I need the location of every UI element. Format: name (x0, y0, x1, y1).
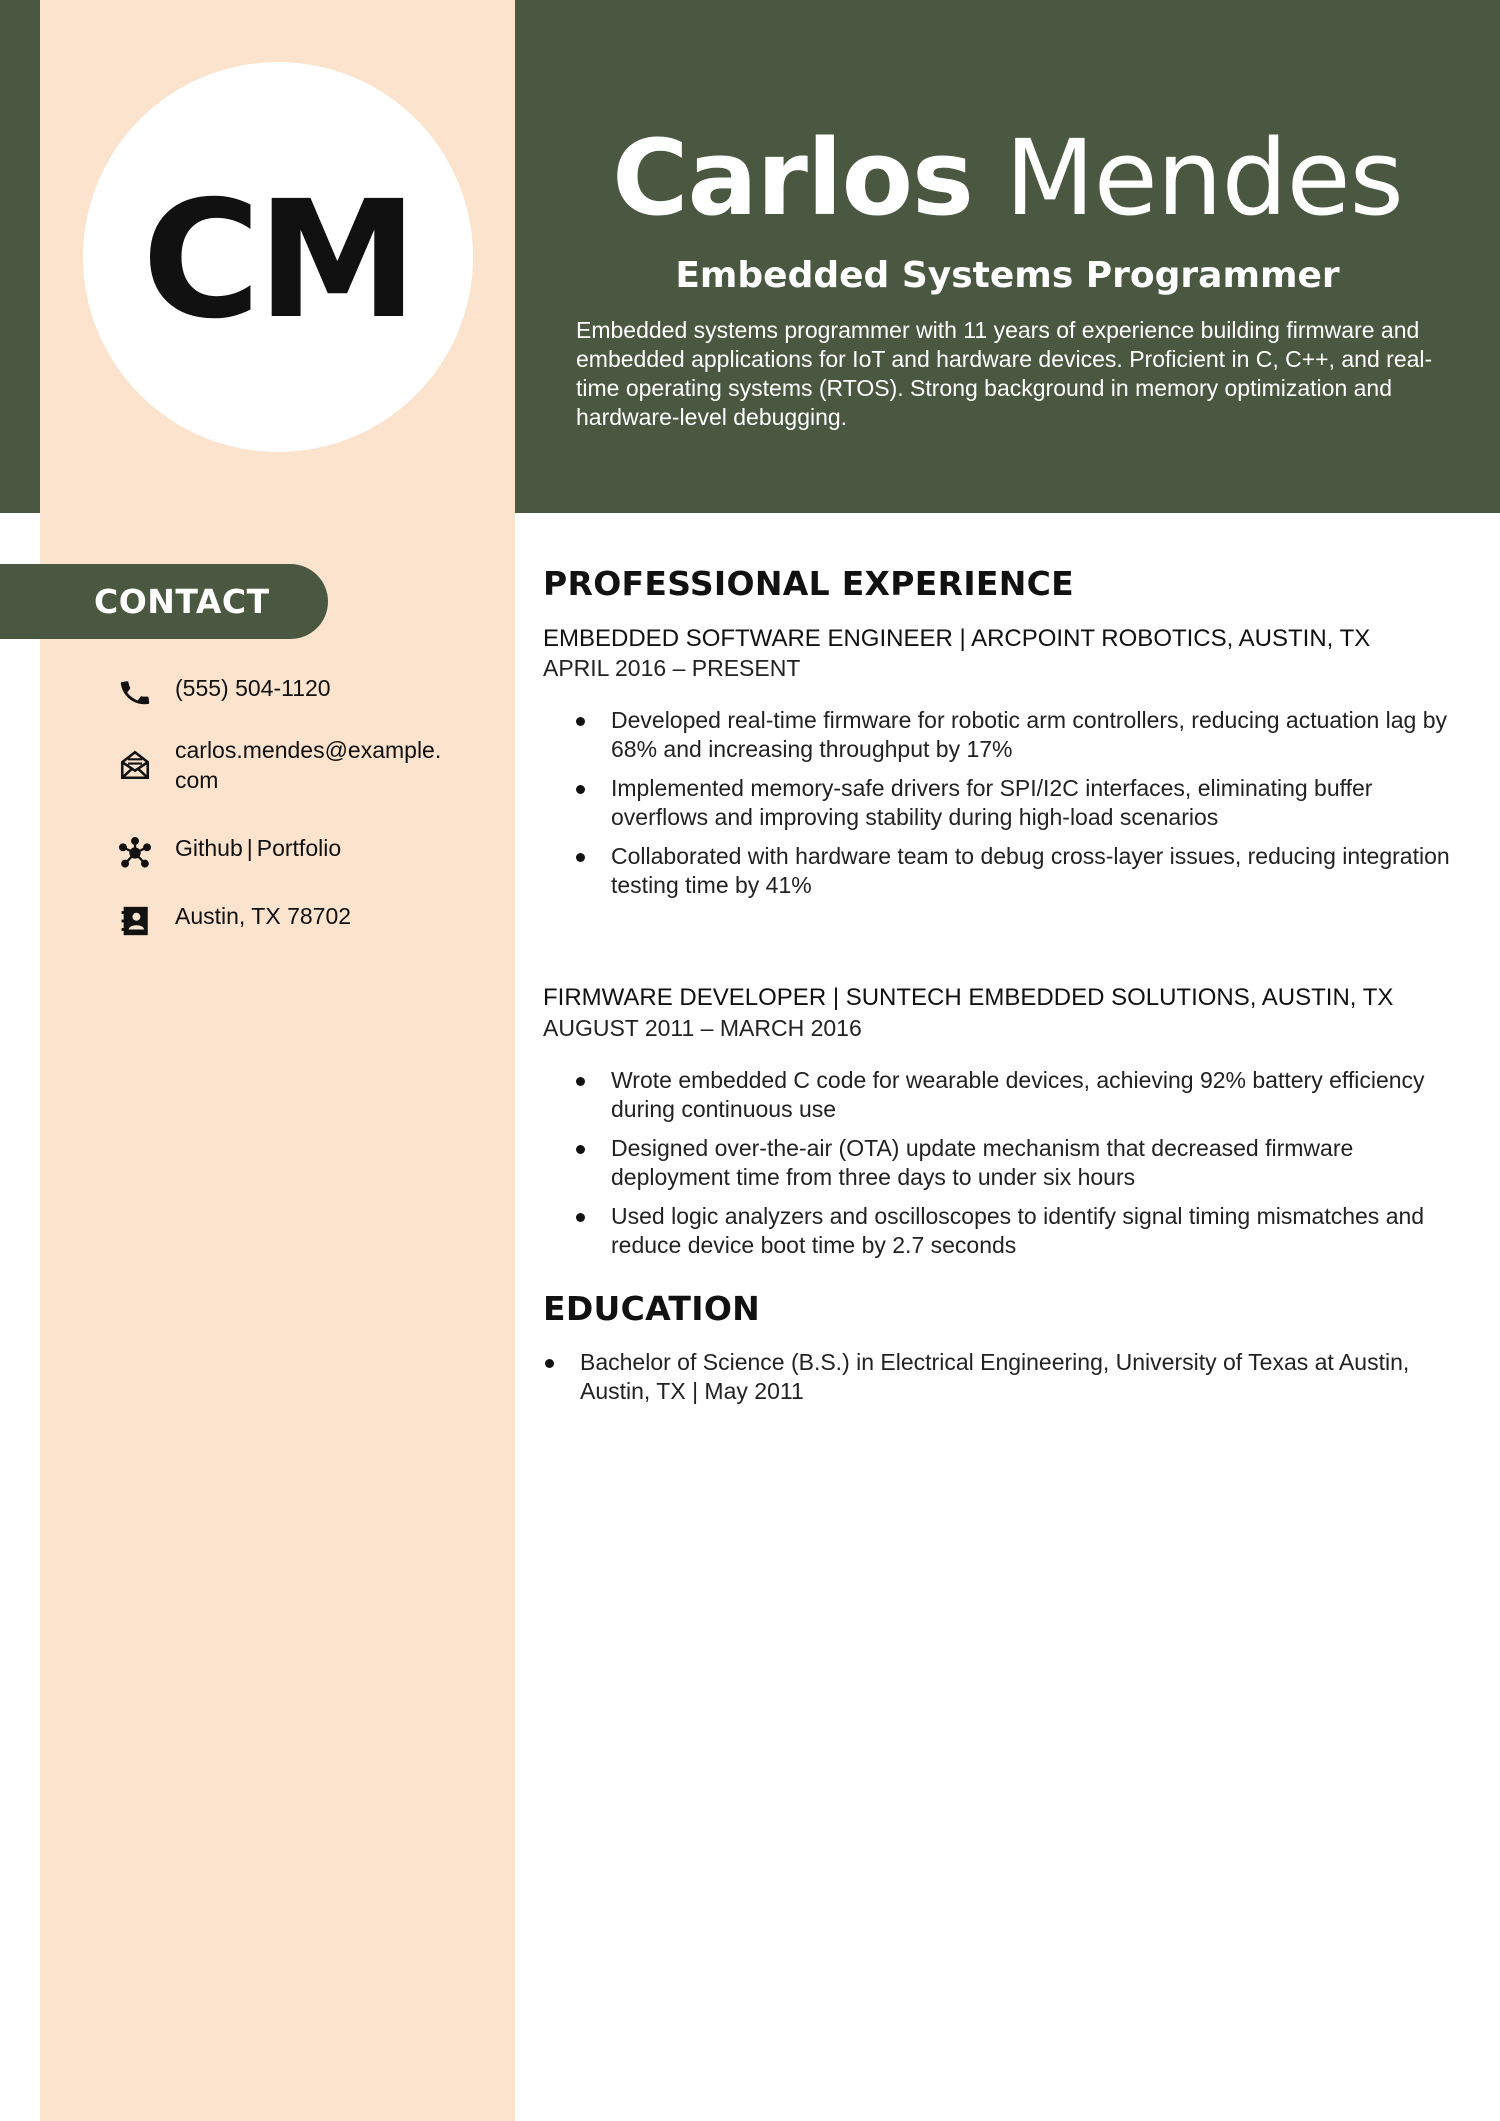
list-item: Wrote embedded C code for wearable devices, achieving 92% battery efficiency during continuous use (543, 1066, 1463, 1124)
list-item: Developed real-time firmware for robotic arm controllers, reducing actuation lag by 68% and increasing throughput by 17% (543, 706, 1463, 764)
education-list (543, 1348, 1463, 1416)
job-2-header: FIRMWARE DEVELOPER | SUNTECH EMBEDDED SOLUTIONS, AUSTIN, TX (543, 984, 1394, 1011)
monogram: CM (141, 167, 415, 355)
job-1-header: EMBEDDED SOFTWARE ENGINEER | ARCPOINT ROBOTICS, AUSTIN, TX (543, 625, 1371, 652)
list-item: Collaborated with hardware team to debug cross-layer issues, reducing integration testing time by 41% (543, 842, 1463, 900)
email-line-2: com (175, 767, 219, 793)
job-2-dates: AUGUST 2011 – MARCH 2016 (543, 1015, 862, 1041)
list-item: Used logic analyzers and oscilloscopes to identify signal timing mismatches and reduce device boot time by 2.7 seconds (543, 1202, 1463, 1260)
contact-phone (115, 673, 465, 713)
job-2-bullets (543, 1066, 1463, 1270)
contact-heading: CONTACT (94, 582, 270, 621)
contact-links (115, 833, 465, 873)
experience-heading: PROFESSIONAL EXPERIENCE (543, 564, 1075, 603)
email-address[interactable] (175, 735, 465, 795)
list-item: Implemented memory-safe drivers for SPI/I2C interfaces, eliminating buffer overflows and improving stability during high-load scenarios (543, 774, 1463, 832)
monogram-circle (83, 62, 473, 452)
portfolio-link[interactable]: Portfolio (256, 835, 342, 861)
summary: Embedded systems programmer with 11 years of experience building firmware and embedded applications for IoT and hardware devices. Proficient in C, C++, and real-time operating systems (RTOS). Strong background in memory optimization and hardware-level debugging. (576, 317, 1433, 430)
list-item: Designed over-the-air (OTA) update mechanism that decreased firmware deployment time from three days to under six hours (543, 1134, 1463, 1192)
education-heading: EDUCATION (543, 1289, 761, 1328)
location: Austin, TX 78702 (175, 903, 352, 929)
candidate-name (515, 118, 1500, 238)
phone-icon (115, 673, 155, 713)
first-name: Carlos (612, 117, 973, 239)
contact-card-icon (115, 901, 155, 941)
last-name: Mendes (1005, 117, 1403, 239)
envelope-icon (115, 745, 155, 785)
contact-location (115, 901, 465, 941)
phone-number: (555) 504-1120 (175, 675, 331, 701)
job-1-bullets (543, 706, 1463, 910)
link-separator: | (246, 835, 253, 861)
left-accent-strip (0, 0, 40, 513)
job-1-dates: APRIL 2016 – PRESENT (543, 655, 801, 681)
list-item: Bachelor of Science (B.S.) in Electrical Engineering, University of Texas at Austin, Austin, TX | May 2011 (543, 1348, 1463, 1406)
contact-email (115, 735, 465, 795)
contact-heading-pill (0, 564, 328, 639)
email-line-1: carlos.mendes@example. (175, 737, 442, 763)
network-icon (115, 833, 155, 873)
github-link[interactable]: Github (175, 835, 243, 861)
job-title: Embedded Systems Programmer (675, 255, 1340, 296)
